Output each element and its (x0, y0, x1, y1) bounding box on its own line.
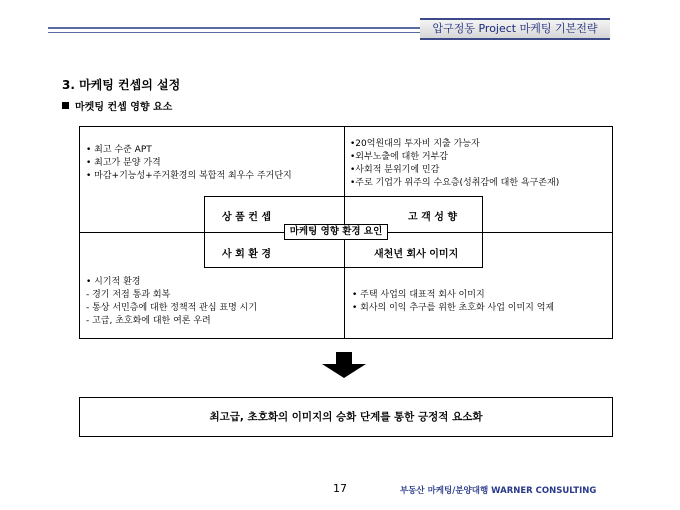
list-item: • 최고가 분양 가격 (86, 158, 161, 168)
header-rule (48, 27, 420, 29)
section-title: 3. 마케팅 컨셉의 설정 (62, 78, 181, 92)
list-item: •주로 기업가 위주의 수요층(성취감에 대한 욕구존재) (350, 178, 560, 188)
label-product-concept: 상 품 컨 셉 (222, 212, 272, 223)
bullet-square-icon (62, 102, 69, 109)
quadrant-bottom-left (86, 276, 257, 328)
quadrant-top-right (350, 138, 559, 190)
footer-brand: 부동산 마케팅/분양대행 WARNER CONSULTING (400, 486, 597, 496)
quadrant-bottom-right (352, 289, 554, 315)
list-item: - 통상 서민층에 대한 정책적 관심 표명 시기 (86, 303, 258, 313)
center-label: 마케팅 영향 환경 요인 (284, 224, 388, 240)
header-rule-thin (48, 32, 420, 33)
subtitle-text: 마켓팅 컨셉 영향 요소 (75, 102, 173, 113)
list-item: • 마감+기능성+주거환경의 복합적 최우수 주거단지 (86, 171, 292, 181)
list-item: • 최고 수준 APT (86, 145, 152, 155)
label-customer-tendency: 고 객 성 향 (408, 212, 458, 223)
quadrant-top-left (86, 144, 292, 183)
list-item: - 고급, 초호화에 대한 여론 우려 (86, 316, 211, 326)
section-subtitle (62, 98, 172, 113)
result-box: 최고급, 초호화의 이미지의 승화 단계를 통한 긍정적 요소화 (79, 397, 613, 437)
arrow-down-icon (336, 352, 352, 364)
list-item: •외부노출에 대한 거부감 (350, 152, 448, 162)
list-item: • 회사의 이익 추구를 위한 초호화 사업 이미지 억제 (352, 303, 555, 313)
arrow-head-icon (322, 364, 366, 378)
list-item: • 주택 사업의 대표적 회사 이미지 (352, 290, 485, 300)
header-title: 압구정동 Project 마케팅 기본전략 (420, 18, 610, 40)
list-item: - 경기 저점 통과 회복 (86, 290, 171, 300)
list-item: • 시기적 환경 (86, 277, 141, 287)
list-item: •사회적 분위기에 민감 (350, 165, 440, 175)
label-company-image: 새천년 회사 이미지 (374, 249, 459, 260)
list-item: •20억원대의 투자비 지출 가능자 (350, 139, 480, 149)
label-social-environment: 사 회 환 경 (222, 249, 272, 260)
page-number: 17 (333, 482, 347, 495)
